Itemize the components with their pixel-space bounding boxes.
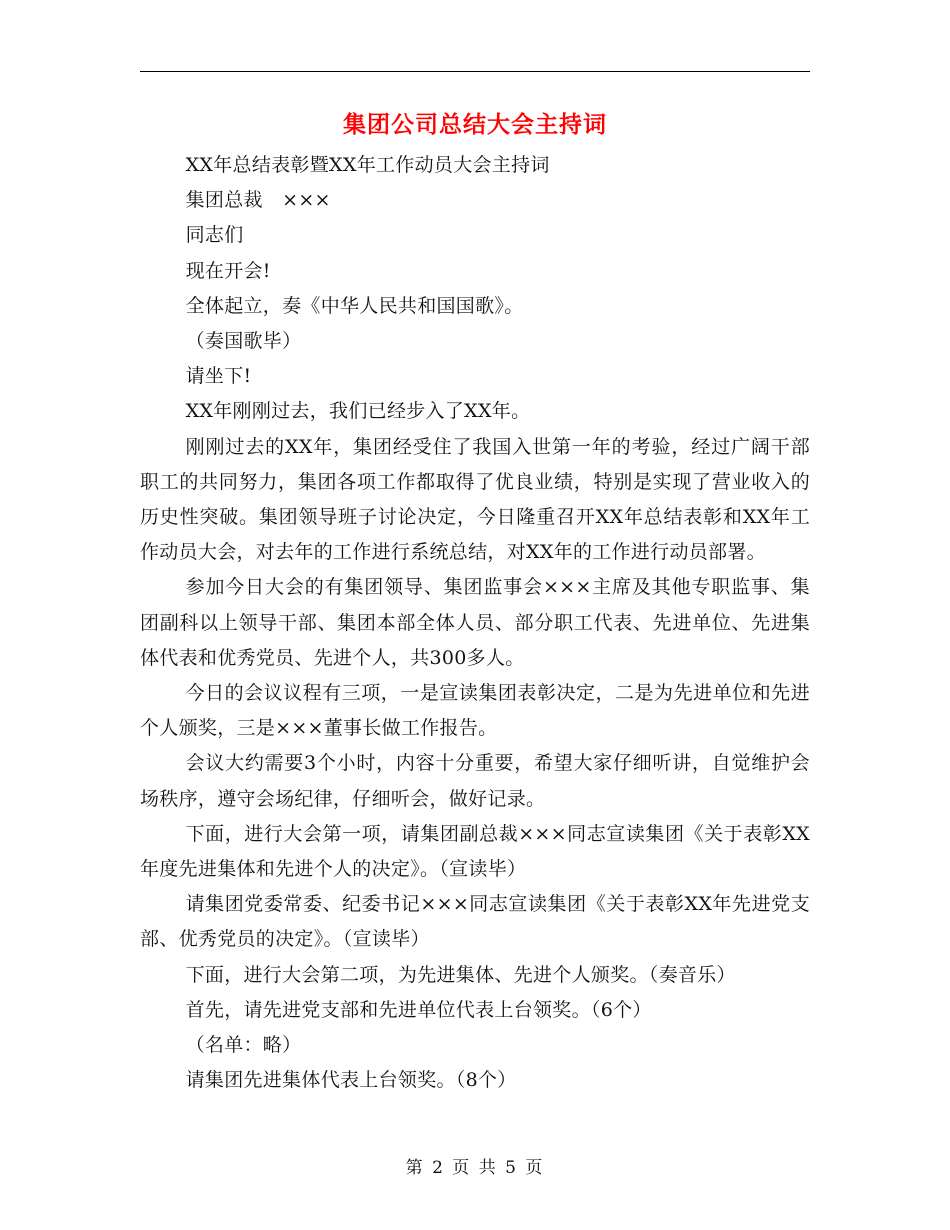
paragraph-duration: 会议大约需要3个小时，内容十分重要，希望大家仔细听讲，自觉维护会场秩序，遵守会场纪律，仔细听会，做好记录。 [140, 752, 810, 810]
paragraph-attendees: 参加今日大会的有集团领导、集团监事会×××主席及其他专职监事、集团副科以上领导干部、集团本部全体人员、部分职工代表、先进单位、先进集体代表和优秀党员、先进个人，共300多人。 [140, 576, 810, 669]
paragraph-review: 刚刚过去的XX年，集团经受住了我国入世第一年的考验，经过广阔干部职工的共同努力，集团各项工作都取得了优良业绩，特别是实现了营业收入的历史性突破。集团领导班子讨论决定，今日隆重召开XX年总结表彰和XX年工作动员大会，对去年的工作进行系统总结，对XX年的工作进行动员部署。 [140, 435, 810, 564]
paragraph-item-one: 下面，进行大会第一项，请集团副总裁×××同志宣读集团《关于表彰XX年度先进集体和先进个人的决定》。（宣读毕） [140, 822, 810, 881]
paragraph-anthem-end: （奏国歌毕） [185, 330, 302, 353]
document-title: 集团公司总结大会主持词 [343, 111, 607, 138]
paragraph-host: 集团总裁 ××× [185, 189, 331, 212]
paragraph-anthem: 全体起立，奏《中华人民共和国国歌》。 [185, 294, 524, 317]
paragraph-new-year: XX年刚刚过去，我们已经步入了XX年。 [185, 400, 531, 423]
document-body [140, 148, 810, 1098]
paragraph-opening: 现在开会! [185, 259, 271, 282]
paragraph-item-two: 下面，进行大会第二项，为先进集体、先进个人颁奖。（奏音乐） [185, 963, 736, 986]
paragraph-group-award: 请集团先进集体代表上台领奖。（8个） [185, 1069, 517, 1092]
paragraph-sit-down: 请坐下! [185, 365, 252, 388]
header-rule [140, 71, 810, 72]
paragraph-meeting-name: XX年总结表彰暨XX年工作动员大会主持词 [185, 154, 550, 176]
paragraph-list-omitted: （名单：略） [185, 1034, 302, 1057]
paragraph-agenda: 今日的会议议程有三项，一是宣读集团表彰决定，二是为先进单位和先进个人颁奖，三是×××董事长做工作报告。 [140, 682, 810, 740]
paragraph-party-decision: 请集团党委常委、纪委书记×××同志宣读集团《关于表彰XX年先进党支部、优秀党员的决定》。（宣读毕） [140, 893, 810, 951]
paragraph-greeting: 同志们 [185, 224, 244, 247]
paragraph-first-award: 首先，请先进党支部和先进单位代表上台领奖。（6个） [185, 998, 652, 1021]
page-number: 第 2 页 共 5 页 [405, 1158, 545, 1178]
